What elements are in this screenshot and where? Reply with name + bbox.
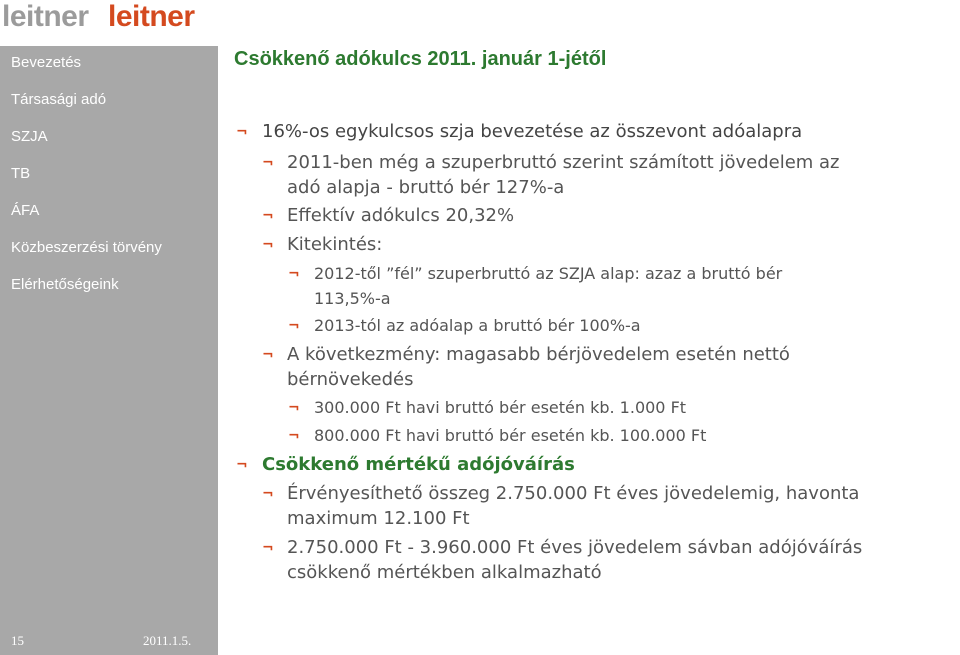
bullet-text: A következmény: magasabb bérjövedelem esetén nettó [287,344,790,365]
sidebar-nav [0,46,218,655]
bullet-marker-icon: ¬ [288,266,300,282]
bullet-marker-icon: ¬ [236,124,248,140]
bullet-text: 16%-os egykulcsos szja bevezetése az összevont adóalapra [262,121,803,142]
bullet-text: 800.000 Ft havi bruttó bér esetén kb. 100.000 Ft [314,426,707,445]
bullet-text: 2012-től ”fél” szuperbruttó az SZJA alap: azaz a bruttó bér [314,264,783,283]
sidebar-item-tarsasagi-ado[interactable]: Társasági adó [11,91,107,108]
sidebar-item-szja[interactable]: SZJA [11,128,48,145]
bullet-marker-icon: ¬ [236,457,248,473]
bullet-marker-icon: ¬ [288,318,300,334]
bullet-text: maximum 12.100 Ft [287,508,470,529]
slide-date: 2011.1.5. [143,633,192,648]
sidebar-item-afa[interactable]: ÁFA [11,202,40,219]
page-number: 15 [11,633,24,648]
sidebar-item-kozbeszerzes[interactable]: Közbeszerzési törvény [11,239,162,256]
bullet-marker-icon: ¬ [288,400,300,416]
sidebar-item-elerhetosegeink[interactable]: Elérhetőségeink [11,276,119,293]
bullet-text: Effektív adókulcs 20,32% [287,205,515,226]
bullet-marker-icon: ¬ [262,208,274,224]
bullet-marker-icon: ¬ [262,540,274,556]
sidebar-item-tb[interactable]: TB [11,165,31,182]
logo-text-gray: leitner [2,0,89,33]
bullet-text: 113,5%-a [314,289,391,308]
bullet-text: csökkenő mértékben alkalmazható [287,562,602,583]
sidebar-item-bevezetes[interactable]: Bevezetés [11,54,82,71]
bullet-text: adó alapja - bruttó bér 127%-a [287,177,565,198]
bullet-text: Érvényesíthető összeg 2.750.000 Ft éves jövedelemig, havonta [287,483,860,504]
bullet-text: 2011-ben még a szuperbruttó szerint számított jövedelem az [287,152,840,173]
bullet-text: bérnövekedés [287,369,414,390]
bullet-marker-icon: ¬ [262,347,274,363]
bullet-text: 2013-tól az adóalap a bruttó bér 100%-a [314,316,641,335]
bullet-marker-icon: ¬ [262,155,274,171]
slide-title: Csökkenő adókulcs 2011. január 1-jétől [234,48,607,70]
bullet-marker-icon: ¬ [262,237,274,253]
bullet-text: 300.000 Ft havi bruttó bér esetén kb. 1.000 Ft [314,398,687,417]
bullet-text: Csökkenő mértékű adójóváírás [262,454,575,475]
logo-text-orange: leitner [108,0,195,33]
bullet-marker-icon: ¬ [262,486,274,502]
bullet-text: Kitekintés: [287,234,383,255]
bullet-text: 2.750.000 Ft - 3.960.000 Ft éves jövedelem sávban adójóváírás [287,537,863,558]
bullet-marker-icon: ¬ [288,428,300,444]
